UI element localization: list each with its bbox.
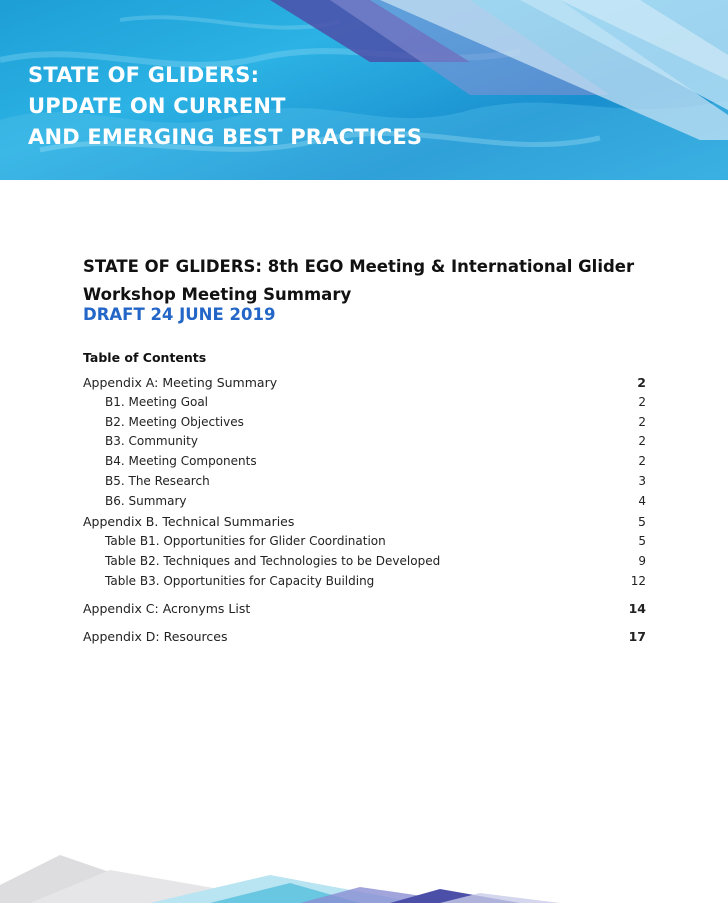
toc-entry-label: Table B2. Techniques and Technologies to be Developed: [105, 554, 441, 568]
toc-entry-label: Appendix B. Technical Summaries: [83, 513, 295, 529]
toc-entry-table-b2[interactable]: [105, 551, 646, 571]
toc-entry-appendix-d[interactable]: [83, 626, 646, 646]
toc-entry-label: Appendix D: Resources: [83, 628, 228, 644]
toc-entry-label: Appendix C: Acronyms List: [83, 600, 251, 616]
header-banner: [0, 0, 728, 180]
toc-entry-b2[interactable]: [105, 412, 646, 432]
toc-heading: Table of Contents: [83, 350, 207, 365]
toc-entry-page: 2: [638, 454, 646, 468]
toc-entry-page: 5: [638, 513, 646, 529]
toc-entry-table-b3[interactable]: [105, 571, 646, 591]
toc-entry-label: B2. Meeting Objectives: [105, 415, 244, 429]
toc-entry-label: B5. The Research: [105, 474, 210, 488]
toc-entry-page: 2: [637, 374, 646, 390]
toc-entry-b6[interactable]: [105, 491, 646, 511]
banner-title-line: STATE OF GLIDERS:: [28, 63, 260, 87]
toc-entry-page: 2: [638, 395, 646, 409]
toc-entry-table-b1[interactable]: [105, 531, 646, 551]
banner-title-line: UPDATE ON CURRENT: [28, 94, 286, 118]
toc-entry-label: B1. Meeting Goal: [105, 395, 209, 409]
toc-entry-label: Appendix A: Meeting Summary: [83, 374, 278, 390]
toc-entry-page: 2: [638, 415, 646, 429]
toc-entry-b4[interactable]: [105, 451, 646, 471]
toc-entry-label: Table B1. Opportunities for Glider Coordination: [105, 534, 386, 548]
toc-entry-appendix-a[interactable]: [83, 372, 646, 392]
toc-entry-label: B4. Meeting Components: [105, 454, 257, 468]
toc-entry-appendix-b[interactable]: [83, 511, 646, 531]
toc-entry-page: 3: [638, 474, 646, 488]
banner-title: [28, 60, 422, 153]
document-title: [83, 253, 643, 309]
toc-entry-b1[interactable]: [105, 392, 646, 412]
footer-decoration: [0, 845, 728, 903]
banner-title-line: AND EMERGING BEST PRACTICES: [28, 125, 423, 149]
toc-entry-page: 12: [630, 574, 646, 588]
toc-entry-b5[interactable]: [105, 471, 646, 491]
toc-entry-page: 9: [638, 554, 646, 568]
toc-entry-label: B6. Summary: [105, 494, 187, 508]
document-title-line: Workshop Meeting Summary: [83, 285, 352, 304]
draft-date: DRAFT 24 JUNE 2019: [83, 305, 276, 324]
toc-entry-page: 5: [638, 534, 646, 548]
toc-entry-page: 4: [638, 494, 646, 508]
toc-entry-page: 2: [638, 434, 646, 448]
toc-entry-label: Table B3. Opportunities for Capacity Building: [105, 574, 375, 588]
toc-entry-b3[interactable]: [105, 431, 646, 451]
toc-entry-appendix-c[interactable]: [83, 598, 646, 618]
document-title-line: STATE OF GLIDERS: 8th EGO Meeting & International Glider: [83, 257, 635, 276]
toc-entry-label: B3. Community: [105, 434, 198, 448]
toc-entry-page: 14: [628, 600, 646, 616]
toc-entry-page: 17: [628, 628, 646, 644]
